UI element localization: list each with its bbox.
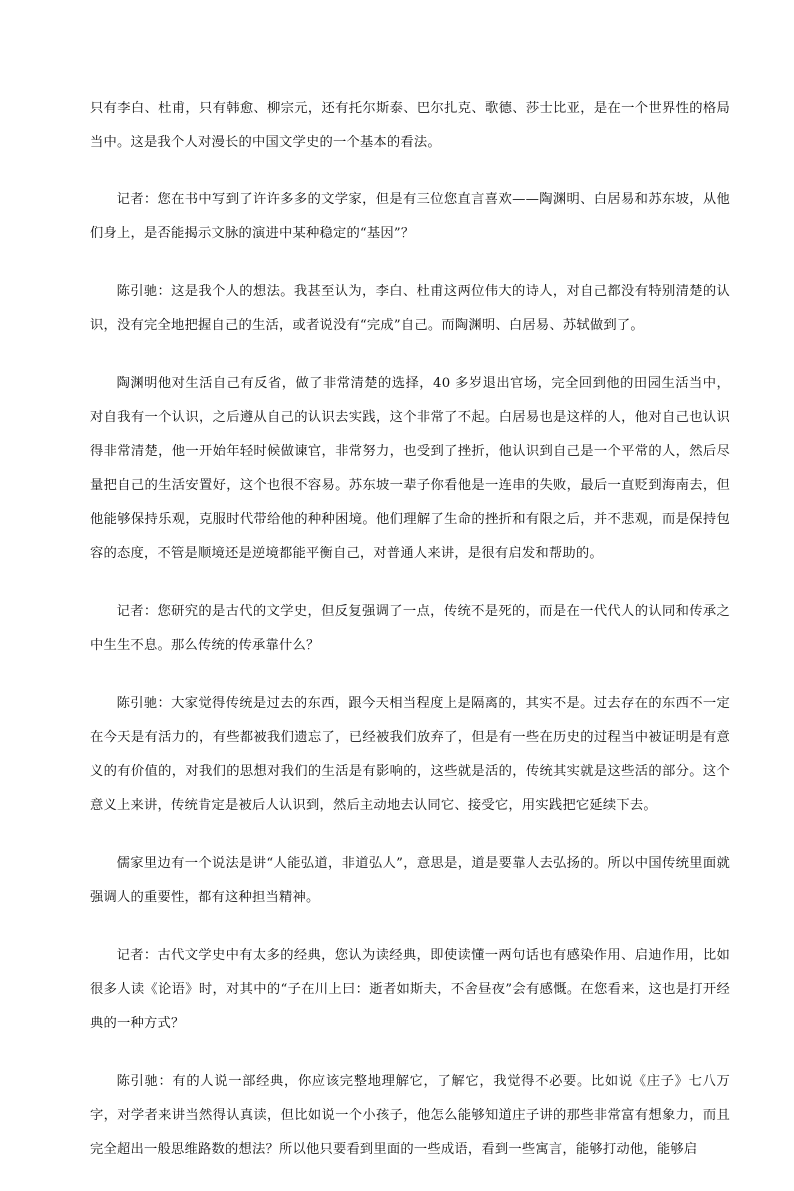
paragraph-answer-1-detail: 陶渊明他对生活自己有反省，做了非常清楚的选择，40 多岁退出官场，完全回到他的田园生活当中，对自我有一个认识，之后遵从自己的认识去实践，这个非常了不起。白居易也是这样的人，他对自己也认识得非常清楚，他一开始年轻时候做谏官，非常努力，也受到了挫折，他认识到自己是一个平常的人，然后尽量把自己的生活安置好，这个也很不容易。苏东坡一辈子你看他是一连串的失败，最后一直贬到海南去，但他能够保持乐观，克服时代带给他的种种困境。他们理解了生命的挫折和有限之后，并不悲观，而是保持包容的态度，不管是顺境还是逆境都能平衡自己，对普通人来讲，是很有启发和帮助的。 <box>90 376 730 561</box>
document-page <box>90 92 730 1191</box>
paragraph-answer-2: 陈引驰：大家觉得传统是过去的东西，跟今天相当程度上是隔离的，其实不是。过去存在的东西不一定在今天是有活力的，有些都被我们遗忘了，已经被我们放弃了，但是有一些在历史的过程当中被证明是有意义的有价值的，对我们的思想对我们的生活是有影响的，这些就是活的，传统其实就是这些活的部分。这个意义上来讲，传统肯定是被后人认识到，然后主动地去认同它、接受它，用实践把它延续下去。 <box>90 696 730 813</box>
paragraph-answer-3: 陈引驰：有的人说一部经典，你应该完整地理解它，了解它，我觉得不必要。比如说《庄子》七八万字，对学者来讲当然得认真读，但比如说一个小孩子，他怎么能够知道庄子讲的那些非常富有想象力，而且完全超出一般思维路数的想法？所以他只要看到里面的一些成语，看到一些寓言，能够打动他，能够启 <box>90 1074 730 1157</box>
paragraph-question-1: 记者：您在书中写到了许许多多的文学家，但是有三位您直言喜欢——陶渊明、白居易和苏东坡，从他们身上，是否能揭示文脉的演进中某种稳定的“基因”？ <box>90 192 730 241</box>
paragraph-question-3: 记者：古代文学史中有太多的经典，您认为读经典，即使读懂一两句话也有感染作用、启迪作用，比如很多人读《论语》时，对其中的“子在川上曰：逝者如斯夫，不舍昼夜”会有感慨。在您看来，这也是打开经典的一种方式？ <box>90 948 730 1031</box>
paragraph-question-2: 记者：您研究的是古代的文学史，但反复强调了一点，传统不是死的，而是在一代代人的认同和传承之中生生不息。那么传统的传承靠什么？ <box>90 604 730 653</box>
paragraph-answer-2-detail: 儒家里边有一个说法是讲“人能弘道，非道弘人”，意思是，道是要靠人去弘扬的。所以中国传统里面就强调人的重要性，都有这种担当精神。 <box>90 856 730 905</box>
paragraph-answer-1: 陈引驰：这是我个人的想法。我甚至认为，李白、杜甫这两位伟大的诗人，对自己都没有特别清楚的认识，没有完全地把握自己的生活，或者说没有“完成”自己。而陶渊明、白居易、苏轼做到了。 <box>90 284 730 333</box>
paragraph-continuation: 只有李白、杜甫，只有韩愈、柳宗元，还有托尔斯泰、巴尔扎克、歌德、莎士比亚，是在一个世界性的格局当中。这是我个人对漫长的中国文学史的一个基本的看法。 <box>90 101 730 150</box>
